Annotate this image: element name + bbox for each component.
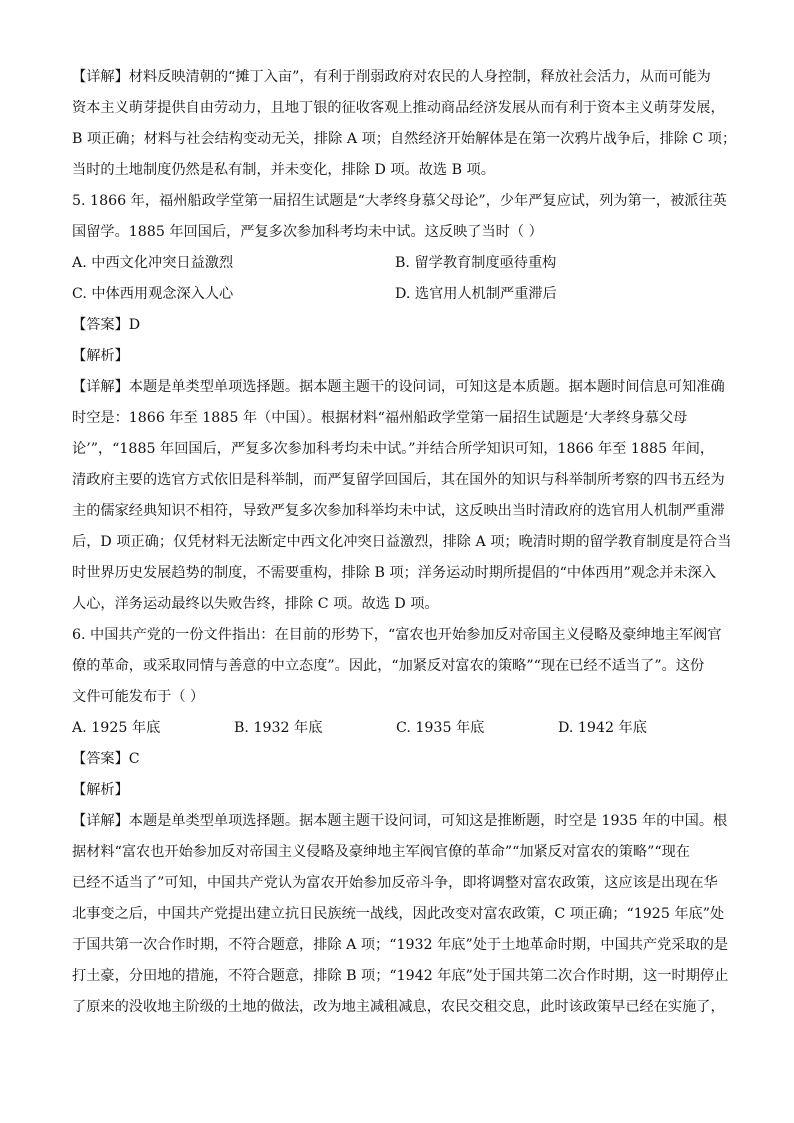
question-stem-line: 6. 中国共产党的一份文件指出：在目前的形势下，“富农也开始参加反对帝国主义侵略及豪绅地主军阀官: [72, 627, 722, 643]
question-stem-line: 僚的革命，或采取同情与善意的中立态度”。因此，“加紧反对富农的策略”“现在已经不适当了”。这份: [72, 658, 705, 674]
analysis-label: 【解析】: [72, 782, 129, 798]
option-b: B. 留学教育制度亟待重构: [395, 255, 557, 271]
detail-line: 人心，洋务运动最终以失败告终，排除 C 项。故选 D 项。: [72, 596, 439, 612]
option-d: D. 1942 年底: [558, 720, 647, 736]
question-stem-line: 5. 1866 年，福州船政学堂第一届招生试题是“大孝终身慕父母论”，少年严复应试，列为第一，被派往英: [72, 193, 727, 209]
option-b: B. 1932 年底: [234, 720, 323, 736]
detail-line: B 项正确；材料与社会结构变动无关，排除 A 项；自然经济开始解体是在第一次鸦片战争后，排除 C 项；: [72, 131, 737, 147]
option-c: C. 1935 年底: [396, 720, 485, 736]
options-row: [72, 713, 722, 744]
option-a: A. 1925 年底: [72, 720, 161, 736]
options-row: [72, 248, 722, 279]
question-stem-line: 国留学。1885 年回国后，严复多次参加科考均未中试。这反映了当时（ ）: [72, 224, 543, 240]
detail-line: 资本主义萌芽提供自由劳动力，且地丁银的征收客观上推动商品经济发展从而有利于资本主义萌芽发展，: [72, 100, 725, 116]
answer-label: 【答案】D: [72, 317, 141, 333]
detail-line: 打土豪，分田地的措施，不符合题意，排除 B 项；“1942 年底”处于国共第二次合作时期，这一时期停止: [72, 968, 729, 984]
detail-line: 于国共第一次合作时期，不符合题意，排除 A 项；“1932 年底”处于土地革命时期，中国共产党采取的是: [72, 937, 729, 953]
options-row: [72, 279, 722, 310]
question-stem-line: 文件可能发布于（ ）: [72, 689, 205, 705]
detail-line: 据材料“富农也开始参加反对帝国主义侵略及豪绅地主军阀官僚的革命”“加紧反对富农的策略”“现在: [72, 844, 690, 860]
detail-line: 时空是：1866 年至 1885 年（中国）。根据材料“福州船政学堂第一届招生试题是‘大孝终身慕父母: [72, 410, 688, 426]
detail-line: 当时的土地制度仍然是私有制，并未变化，排除 D 项。故选 B 项。: [72, 162, 495, 178]
detail-line: 清政府主要的选官方式依旧是科举制，而严复留学回国后，其在国外的知识与科举制所考察的四书五经为: [72, 472, 725, 488]
detail-line: 主的儒家经典知识不相符，导致严复多次参加科举均未中试，这反映出当时清政府的选官用人机制严重滞: [72, 503, 725, 519]
option-d: D. 选官用人机制严重滞后: [395, 286, 557, 302]
detail-line: 后，D 项正确；仅凭材料无法断定中西文化冲突日益激烈，排除 A 项；晚清时期的留学教育制度是符合当: [72, 534, 732, 550]
question-6: [72, 620, 729, 1023]
detail-line: 【详解】本题是单类型单项选择题。据本题主题干的设问词，可知这是本质题。据本题时间信息可知准确: [72, 379, 725, 395]
detail-section-q4: [72, 62, 737, 186]
document-page: [72, 62, 737, 1023]
detail-line: 【详解】本题是单类型单项选择题。据本题主题干设问词，可知这是推断题，时空是 1935 年的中国。根: [72, 813, 728, 829]
analysis-label: 【解析】: [72, 348, 129, 364]
detail-line: 已经不适当了”可知，中国共产党认为富农开始参加反帝斗争，即将调整对富农政策，这应该是出现在华: [72, 875, 718, 891]
option-a: A. 中西文化冲突日益激烈: [72, 255, 234, 271]
detail-line: 北事变之后，中国共产党提出建立抗日民族统一战线，因此改变对富农政策，C 项正确；“1925 年底”处: [72, 906, 725, 922]
answer-label: 【答案】C: [72, 751, 140, 767]
question-5: [72, 186, 732, 620]
detail-line: 论’”，“1885 年回国后，严复多次参加科考均未中试。”并结合所学知识可知，1866 年至 1885 年间，: [72, 441, 715, 457]
option-c: C. 中体西用观念深入人心: [72, 286, 234, 302]
detail-line: 了原来的没收地主阶级的土地的做法，改为地主减租减息，农民交租交息，此时该政策早已经在实施了，: [72, 999, 725, 1015]
detail-line: 【详解】材料反映清朝的“摊丁入亩”，有利于削弱政府对农民的人身控制，释放社会活力，从而可能为: [72, 69, 711, 85]
detail-line: 时世界历史发展趋势的制度，不需要重构，排除 B 项；洋务运动时期所提倡的“中体西用”观念并未深入: [72, 565, 717, 581]
